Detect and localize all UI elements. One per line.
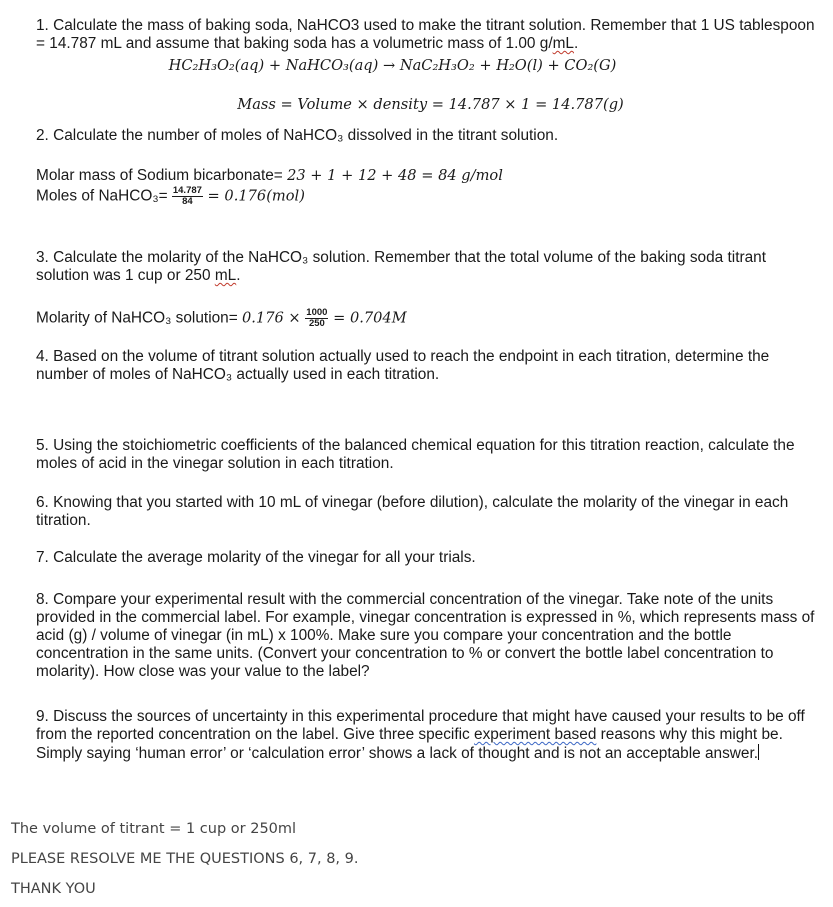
molar-mass-value: 23 + 1 + 12 + 48 = 84 g/mol	[287, 167, 503, 184]
question-2: 2. Calculate the number of moles of NaHCO₃ dissolved in the titrant solution.	[36, 127, 559, 144]
question-9[interactable]: 9. Discuss the sources of uncertainty in this experimental procedure that might have caused your results to be off from the reported concentration on the label. Give three specific experiment based reasons why this might be. Simply saying ‘human error’ or ‘calculation error’ shows a lack of thought and is not an acceptable answer.	[36, 708, 805, 762]
moles-fraction: $\frac{14.787}{84}$	[172, 185, 202, 207]
grammar-underline: experiment based	[474, 726, 597, 743]
molar-mass-line: Molar mass of Sodium bicarbonate= 23 + 1 + 12 + 48 = 84 g/mol	[36, 167, 503, 184]
question-7: 7. Calculate the average molarity of the vinegar for all your trials.	[36, 549, 476, 566]
question-5: 5. Using the stoichiometric coefficients of the balanced chemical equation for this titration reaction, calculate the moles of acid in the vinegar solution in each titration.	[36, 437, 795, 472]
mass-equation: Mass = Volume × density = 14.787 × 1 = 14.787(g)	[237, 96, 624, 113]
reaction-equation: HC₂H₃O₂(aq) + NaHCO₃(aq) → NaC₂H₃O₂ + H₂O(l) + CO₂(G)	[168, 57, 617, 74]
footer-request: PLEASE RESOLVE ME THE QUESTIONS 6, 7, 8, 9.	[11, 851, 359, 867]
footer-thanks: THANK YOU	[11, 881, 96, 897]
question-1: 1. Calculate the mass of baking soda, NaHCO3 used to make the titrant solution. Remember that 1 US tablespoon = 14.787 mL and assume that baking soda has a volumetric mass of 1.00 g/mL.	[36, 17, 815, 52]
question-8: 8. Compare your experimental result with the commercial concentration of the vinegar. Take note of the units provided in the commercial label. For example, vinegar concentration is expressed in %, which represents mass of acid (g) / volume of vinegar (in mL) x 100%. Make sure you compare your concentration and the bottle concentration in the same units. (Convert your concentration to % or convert the bottle label concentration to molarity). How close was your value to the label?	[36, 591, 815, 680]
molarity-fraction: $\frac{1000}{250}$	[306, 307, 328, 329]
question-3: 3. Calculate the molarity of the NaHCO₃ solution. Remember that the total volume of the baking soda titrant solution was 1 cup or 250 mL.	[36, 249, 766, 284]
unit-ml-2: mL	[214, 267, 237, 284]
footer-volume-note: The volume of titrant = 1 cup or 250ml	[11, 821, 297, 837]
moles-line: Moles of NaHCO₃= $\frac{14.787}{84}$ = 0.176(mol)	[36, 185, 305, 207]
molarity-result: = 0.704M	[328, 309, 407, 327]
question-4: 4. Based on the volume of titrant solution actually used to reach the endpoint in each titration, determine the number of moles of NaHCO₃ actually used in each titration.	[36, 348, 770, 383]
molarity-line: Molarity of NaHCO₃ solution= 0.176 × $\frac{1000}{250}$ = 0.704M	[36, 307, 407, 329]
moles-result: = 0.176(mol)	[202, 187, 305, 205]
text-cursor	[758, 744, 759, 760]
question-6: 6. Knowing that you started with 10 mL of vinegar (before dilution), calculate the molarity of the vinegar in each titration.	[36, 494, 789, 529]
unit-ml: mL	[552, 35, 574, 52]
